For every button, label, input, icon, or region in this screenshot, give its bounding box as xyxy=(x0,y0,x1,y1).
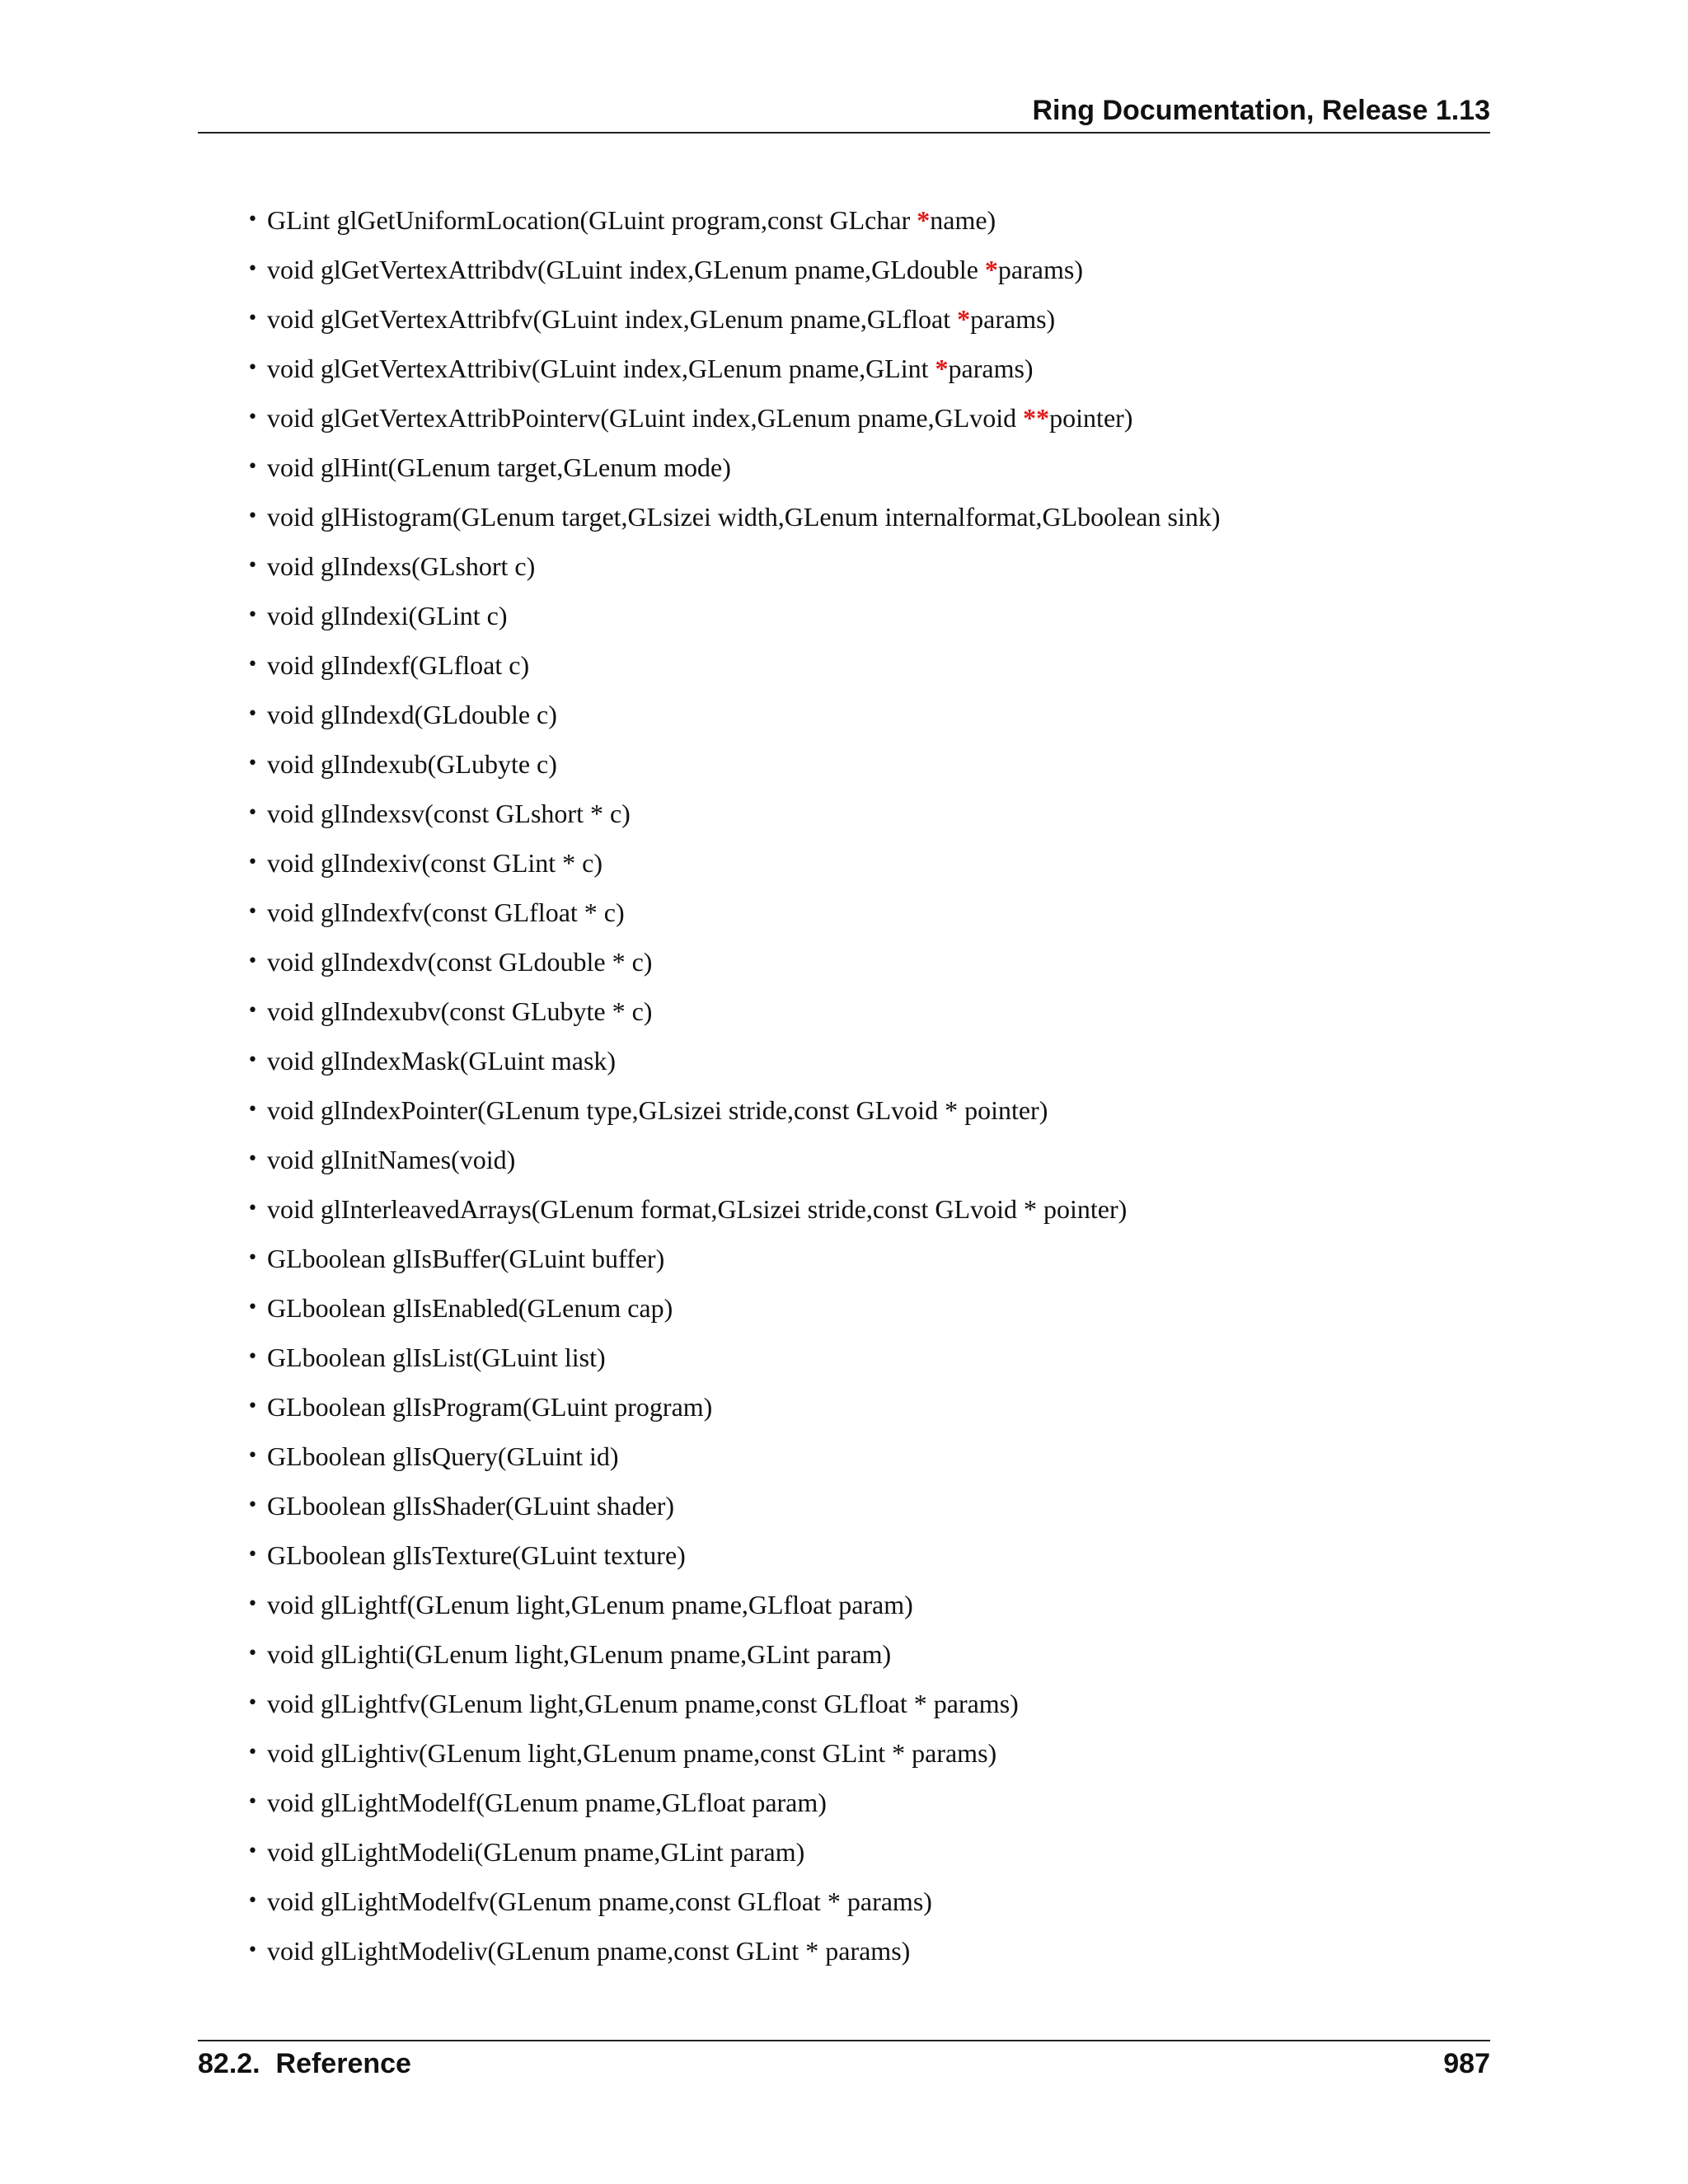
function-signature: void glLightModelf(GLenum pname,GLfloat param) xyxy=(267,1788,827,1817)
list-item xyxy=(247,1530,1500,1580)
list-item xyxy=(247,393,1500,443)
bullet-icon: • xyxy=(247,1742,258,1763)
function-signature: void glGetVertexAttribfv(GLuint index,GLenum pname,GLfloat xyxy=(267,304,958,334)
function-signature: GLboolean glIsBuffer(GLuint buffer) xyxy=(267,1244,665,1273)
bullet-icon: • xyxy=(247,1643,258,1664)
function-signature: void glIndexdv(const GLdouble * c) xyxy=(267,947,653,977)
list-item xyxy=(247,1234,1500,1283)
function-list xyxy=(247,195,1500,1975)
list-item xyxy=(247,1679,1500,1728)
page-header xyxy=(198,89,1490,134)
function-signature: void glLighti(GLenum light,GLenum pname,GLint param) xyxy=(267,1639,892,1669)
function-signature: void glLightModeli(GLenum pname,GLint param) xyxy=(267,1837,805,1867)
bullet-icon: • xyxy=(247,506,258,527)
list-item xyxy=(247,1184,1500,1234)
function-signature: void glIndexub(GLubyte c) xyxy=(267,749,557,779)
bullet-icon: • xyxy=(247,1495,258,1516)
list-item xyxy=(247,838,1500,888)
function-signature: void glInitNames(void) xyxy=(267,1145,516,1174)
bullet-icon: • xyxy=(247,902,258,922)
bullet-icon: • xyxy=(247,951,258,972)
list-item xyxy=(247,789,1500,838)
function-signature: GLboolean glIsShader(GLuint shader) xyxy=(267,1491,675,1521)
bullet-icon: • xyxy=(247,1544,258,1565)
function-signature: void glIndexPointer(GLenum type,GLsizei stride,const GLvoid * pointer) xyxy=(267,1095,1048,1125)
list-item xyxy=(247,1085,1500,1135)
bullet-icon: • xyxy=(247,259,258,279)
list-item xyxy=(247,1283,1500,1333)
function-signature: void glGetVertexAttribdv(GLuint index,GLenum pname,GLdouble xyxy=(267,255,985,284)
list-item xyxy=(247,1135,1500,1184)
bullet-icon: • xyxy=(247,555,258,576)
function-signature: void glIndexd(GLdouble c) xyxy=(267,700,557,729)
function-signature: GLboolean glIsList(GLuint list) xyxy=(267,1343,606,1372)
function-signature: GLboolean glIsProgram(GLuint program) xyxy=(267,1392,713,1422)
function-signature-tail: name) xyxy=(930,205,996,235)
list-item xyxy=(247,1432,1500,1481)
pointer-asterisk: * xyxy=(957,304,971,334)
list-item xyxy=(247,690,1500,739)
bullet-icon: • xyxy=(247,1099,258,1120)
function-signature: void glLightModelfv(GLenum pname,const GLfloat * params) xyxy=(267,1886,932,1916)
bullet-icon: • xyxy=(247,407,258,428)
bullet-icon: • xyxy=(247,1050,258,1071)
section-reference: 82.2. Reference xyxy=(198,2048,411,2079)
function-signature: GLboolean glIsQuery(GLuint id) xyxy=(267,1441,619,1471)
bullet-icon: • xyxy=(247,803,258,823)
pointer-asterisk: * xyxy=(917,205,931,235)
list-item xyxy=(247,1333,1500,1382)
function-signature: void glIndexfv(const GLfloat * c) xyxy=(267,898,625,927)
bullet-icon: • xyxy=(247,1001,258,1021)
list-item xyxy=(247,1036,1500,1085)
bullet-icon: • xyxy=(247,1347,258,1367)
bullet-icon: • xyxy=(247,1891,258,1911)
bullet-icon: • xyxy=(247,457,258,477)
bullet-icon: • xyxy=(247,654,258,675)
list-item xyxy=(247,1580,1500,1629)
bullet-icon: • xyxy=(247,1792,258,1812)
page-number: 987 xyxy=(1443,2048,1490,2079)
bullet-icon: • xyxy=(247,1149,258,1169)
list-item xyxy=(247,739,1500,789)
bullet-icon: • xyxy=(247,1594,258,1615)
bullet-icon: • xyxy=(247,605,258,626)
list-item xyxy=(247,1481,1500,1530)
function-signature: void glIndexMask(GLuint mask) xyxy=(267,1046,617,1076)
function-signature: void glLightf(GLenum light,GLenum pname,GLfloat param) xyxy=(267,1590,913,1619)
function-signature: void glHistogram(GLenum target,GLsizei width,GLenum internalformat,GLboolean sink) xyxy=(267,502,1221,532)
bullet-icon: • xyxy=(247,1198,258,1219)
function-signature: void glIndexi(GLint c) xyxy=(267,601,508,630)
bullet-icon: • xyxy=(247,1297,258,1318)
function-signature-tail: params) xyxy=(997,255,1083,284)
function-signature: void glGetVertexAttribiv(GLuint index,GLenum pname,GLint xyxy=(267,354,935,383)
bullet-icon: • xyxy=(247,358,258,378)
page-footer xyxy=(198,2040,1490,2083)
list-item xyxy=(247,1877,1500,1926)
function-signature: void glIndexf(GLfloat c) xyxy=(267,650,530,680)
list-item xyxy=(247,937,1500,987)
list-item xyxy=(247,1629,1500,1679)
list-item xyxy=(247,1827,1500,1877)
function-signature-tail: params) xyxy=(970,304,1056,334)
function-signature: GLboolean glIsTexture(GLuint texture) xyxy=(267,1540,686,1570)
bullet-icon: • xyxy=(247,1693,258,1713)
function-signature: void glIndexiv(const GLint * c) xyxy=(267,848,603,878)
bullet-icon: • xyxy=(247,1248,258,1268)
list-item xyxy=(247,344,1500,393)
bullet-icon: • xyxy=(247,1940,258,1961)
bullet-icon: • xyxy=(247,308,258,329)
function-signature: void glInterleavedArrays(GLenum format,GLsizei stride,const GLvoid * pointer) xyxy=(267,1194,1128,1224)
list-item xyxy=(247,1926,1500,1975)
list-item xyxy=(247,888,1500,937)
list-item xyxy=(247,541,1500,591)
function-signature: void glLightfv(GLenum light,GLenum pname,const GLfloat * params) xyxy=(267,1689,1019,1718)
function-signature: void glHint(GLenum target,GLenum mode) xyxy=(267,452,731,482)
pointer-asterisk: * xyxy=(935,354,949,383)
list-item xyxy=(247,443,1500,492)
list-item xyxy=(247,195,1500,245)
function-signature: GLboolean glIsEnabled(GLenum cap) xyxy=(267,1293,673,1323)
function-signature: void glIndexsv(const GLshort * c) xyxy=(267,799,631,828)
list-item xyxy=(247,640,1500,690)
list-item xyxy=(247,1382,1500,1432)
bullet-icon: • xyxy=(247,704,258,724)
function-signature: void glLightModeliv(GLenum pname,const GLint * params) xyxy=(267,1936,911,1966)
bullet-icon: • xyxy=(247,1841,258,1862)
pointer-asterisk: * xyxy=(984,255,998,284)
bullet-icon: • xyxy=(247,1396,258,1417)
list-item xyxy=(247,1728,1500,1778)
bullet-icon: • xyxy=(247,209,258,230)
list-item xyxy=(247,1778,1500,1827)
bullet-icon: • xyxy=(247,1446,258,1466)
function-signature: void glIndexs(GLshort c) xyxy=(267,551,536,581)
pointer-asterisk: ** xyxy=(1023,403,1050,433)
list-item xyxy=(247,294,1500,344)
function-signature: void glLightiv(GLenum light,GLenum pname,const GLint * params) xyxy=(267,1738,997,1768)
list-item xyxy=(247,245,1500,294)
function-signature-tail: params) xyxy=(948,354,1034,383)
function-signature: GLint glGetUniformLocation(GLuint program,const GLchar xyxy=(267,205,917,235)
function-signature-tail: pointer) xyxy=(1049,403,1133,433)
function-signature: void glGetVertexAttribPointerv(GLuint index,GLenum pname,GLvoid xyxy=(267,403,1024,433)
bullet-icon: • xyxy=(247,852,258,873)
list-item xyxy=(247,492,1500,541)
list-item xyxy=(247,987,1500,1036)
list-item xyxy=(247,591,1500,640)
function-signature: void glIndexubv(const GLubyte * c) xyxy=(267,996,653,1026)
bullet-icon: • xyxy=(247,753,258,774)
document-title: Ring Documentation, Release 1.13 xyxy=(1032,95,1490,126)
